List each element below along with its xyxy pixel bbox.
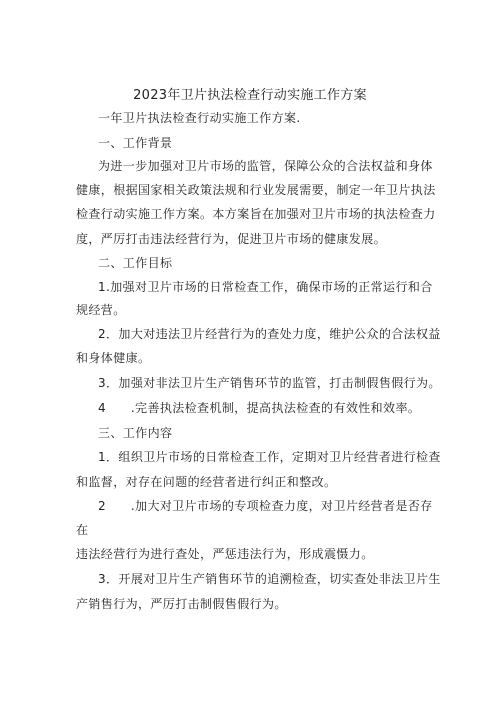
goal-item-1-continued: 规经营。 (76, 303, 126, 317)
content-item-2-continued: 违法经营行为进行查处，严惩违法行为，形成震慑力。 (76, 547, 374, 561)
paragraph-line: 度，严厉打击违法经营行为，促进卫片市场的健康发展。 (76, 232, 387, 246)
content-item-3-continued: 产销售行为，严厉打击制假售假行为。 (76, 597, 287, 611)
section-heading-goals: 二、工作目标 (98, 256, 173, 270)
section-heading-background: 一、工作背景 (98, 136, 173, 150)
goal-item-1: 1.加强对卫片市场的日常检查工作，确保市场的正常运行和合 (98, 280, 433, 294)
content-item-3: 3．开展对卫片生产销售环节的追溯检查，切实查处非法卫片生 (98, 572, 441, 586)
intro-line: 一年卫片执法检查行动实施工作方案. (98, 111, 301, 125)
paragraph-line: 为进一步加强对卫片市场的监管，保障公众的合法权益和身体 (98, 159, 433, 173)
content-item-1: 1．组织卫片市场的日常检查工作，定期对卫片经营者进行检查 (98, 450, 441, 464)
paragraph-line: 健康，根据国家相关政策法规和行业发展需要，制定一年卫片执法 (76, 183, 436, 197)
paragraph-line: 检查行动实施工作方案。本方案旨在加强对卫片市场的执法检查力 (76, 207, 436, 221)
goal-item-4: 4 .完善执法检查机制，提高执法检查的有效性和效率。 (98, 401, 421, 415)
goal-item-2-continued: 和身体健康。 (76, 351, 151, 365)
document-title: 2023年卫片执法检查行动实施工作方案 (133, 88, 367, 103)
goal-item-2: 2．加大对违法卫片经营行为的查处力度，维护公众的合法权益 (98, 327, 441, 341)
content-item-2: 2 .加大对卫片市场的专项检查力度，对卫片经营者是否存 (98, 499, 433, 513)
content-item-1-continued: 和监督，对存在问题的经营者进行纠正和整改。 (76, 475, 337, 489)
goal-item-3: 3．加强对非法卫片生产销售环节的监管，打击制假售假行为。 (98, 376, 441, 390)
content-item-2-wrap: 在 (76, 523, 89, 537)
section-heading-content: 三、工作内容 (98, 426, 173, 440)
